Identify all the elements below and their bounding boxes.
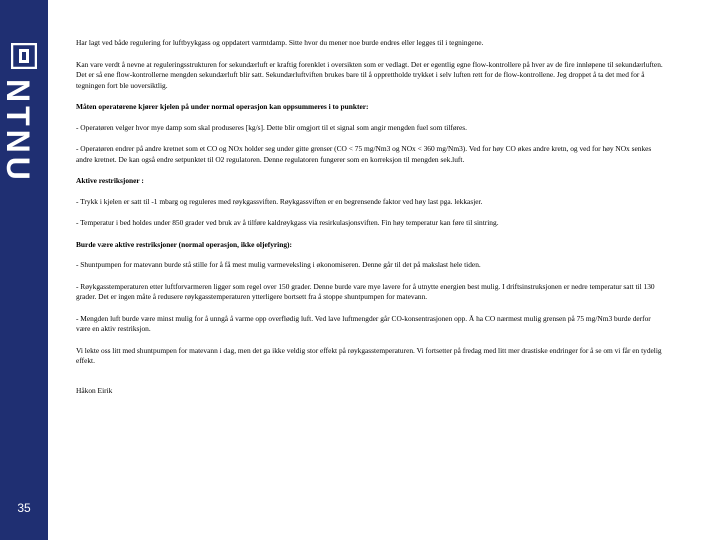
ntnu-sidebar bbox=[0, 0, 48, 540]
bullet-paragraph: - Røykgasstemperaturen etter luftforvarmeren ligger som regel over 150 grader. Denne burde vare mye lavere for å utnytte energien best mulig. I driftsinstruksjonen er nedre temperatur satt til 130 grader. Det er ingen måte å redusere røykgasstemperaturen ytterligere bortsett fra å stoppe shuntpumpen for matevann. bbox=[76, 281, 655, 301]
intro-paragraph: Kan vare verdt å nevne at reguleringsstrukturen for sekundærluft er kraftig forenklet i oversikten som er vedlagt. Det er egentlig egne flow-kontrollere på hver av de fire innløpene til sekundærluften. Det er så ene flow-kontrollerne mengden sekundærluft blir satt. Sekundærluftviften brukes bare til å opprettholde trykket i selv luften rett for de flow-kontrollene. Jeg droppet å ta det med for å tegningen fort ble uoversiktlig. bbox=[76, 59, 663, 90]
ntnu-logo-icon bbox=[11, 43, 37, 69]
bullet-paragraph: - Mengden luft burde være minst mulig for å unngå å varme opp overflødig luft. Ved lave luftmengder går CO-konsentrasjonen opp. Å ha CO nærmest mulig grensen på 75 mg/Nm3 burde derfor være en aktiv restriksjon. bbox=[76, 313, 651, 333]
bullet-paragraph: - Temperatur i bed holdes under 850 grader ved bruk av å tilføre kaldrøykgass via resirkulasjonsviften. Fin høy temperatur kan føre til sintring. bbox=[76, 218, 499, 227]
section-heading: Aktive restriksjoner : bbox=[76, 176, 144, 185]
page-number: 35 bbox=[17, 501, 31, 515]
closing-paragraph: Vi lekte oss litt med shuntpumpen for matevann i dag, men det ga ikke veldig stor effekt på røykgasstemperaturen. Vi fortsetter på fredag med litt mer drastiske endringer for å se om vi får en tydelig effekt. bbox=[76, 345, 662, 365]
section-heading: Burde være aktive restriksjoner (normal operasjon, ikke oljefyring): bbox=[76, 239, 292, 249]
section-heading: Måten operatørene kjører kjelen på under normal operasjon kan oppsummeres i to punkter: bbox=[76, 102, 369, 111]
bullet-paragraph: - Trykk i kjelen er satt til -1 mbarg og reguleres med røykgassviften. Røykgassviften er en begrensende faktor ved høy last pga. lekkasjer. bbox=[76, 196, 483, 206]
intro-paragraph: Har lagt ved både regulering for luftbyykgass og oppdatert varmtdamp. Sitte hvor du mener noe burde endres eller legges til i tegningene. bbox=[76, 38, 484, 47]
document-body bbox=[76, 38, 666, 407]
signature: Håkon Eirik bbox=[76, 385, 113, 395]
bullet-paragraph: - Shuntpumpen for matevann burde stå stille for å få mest mulig varmeveksling i økonomiseren. Denne går til det på makslast hele tiden. bbox=[76, 260, 481, 269]
bullet-paragraph: - Operatøren velger hvor mye damp som skal produseres [kg/s]. Dette blir omgjort til et signal som angir mengden fuel som tilføres. bbox=[76, 122, 467, 132]
bullet-paragraph: - Operatøren endrer på andre kretnet som et CO og NOx holder seg under gitte grenser (CO < 75 mg/Nm3 og NOx < 360 mg/Nm3). Ved for høy CO økes andre kretn, og ved for høy NOx senkes andre kretnet. De kan også endre setpunktet til O2 regulatoren. Denne regulatoren fungerer som en korreksjon til mengden sek.luft. bbox=[76, 144, 652, 164]
ntnu-logo-text: NTNU bbox=[0, 79, 36, 184]
